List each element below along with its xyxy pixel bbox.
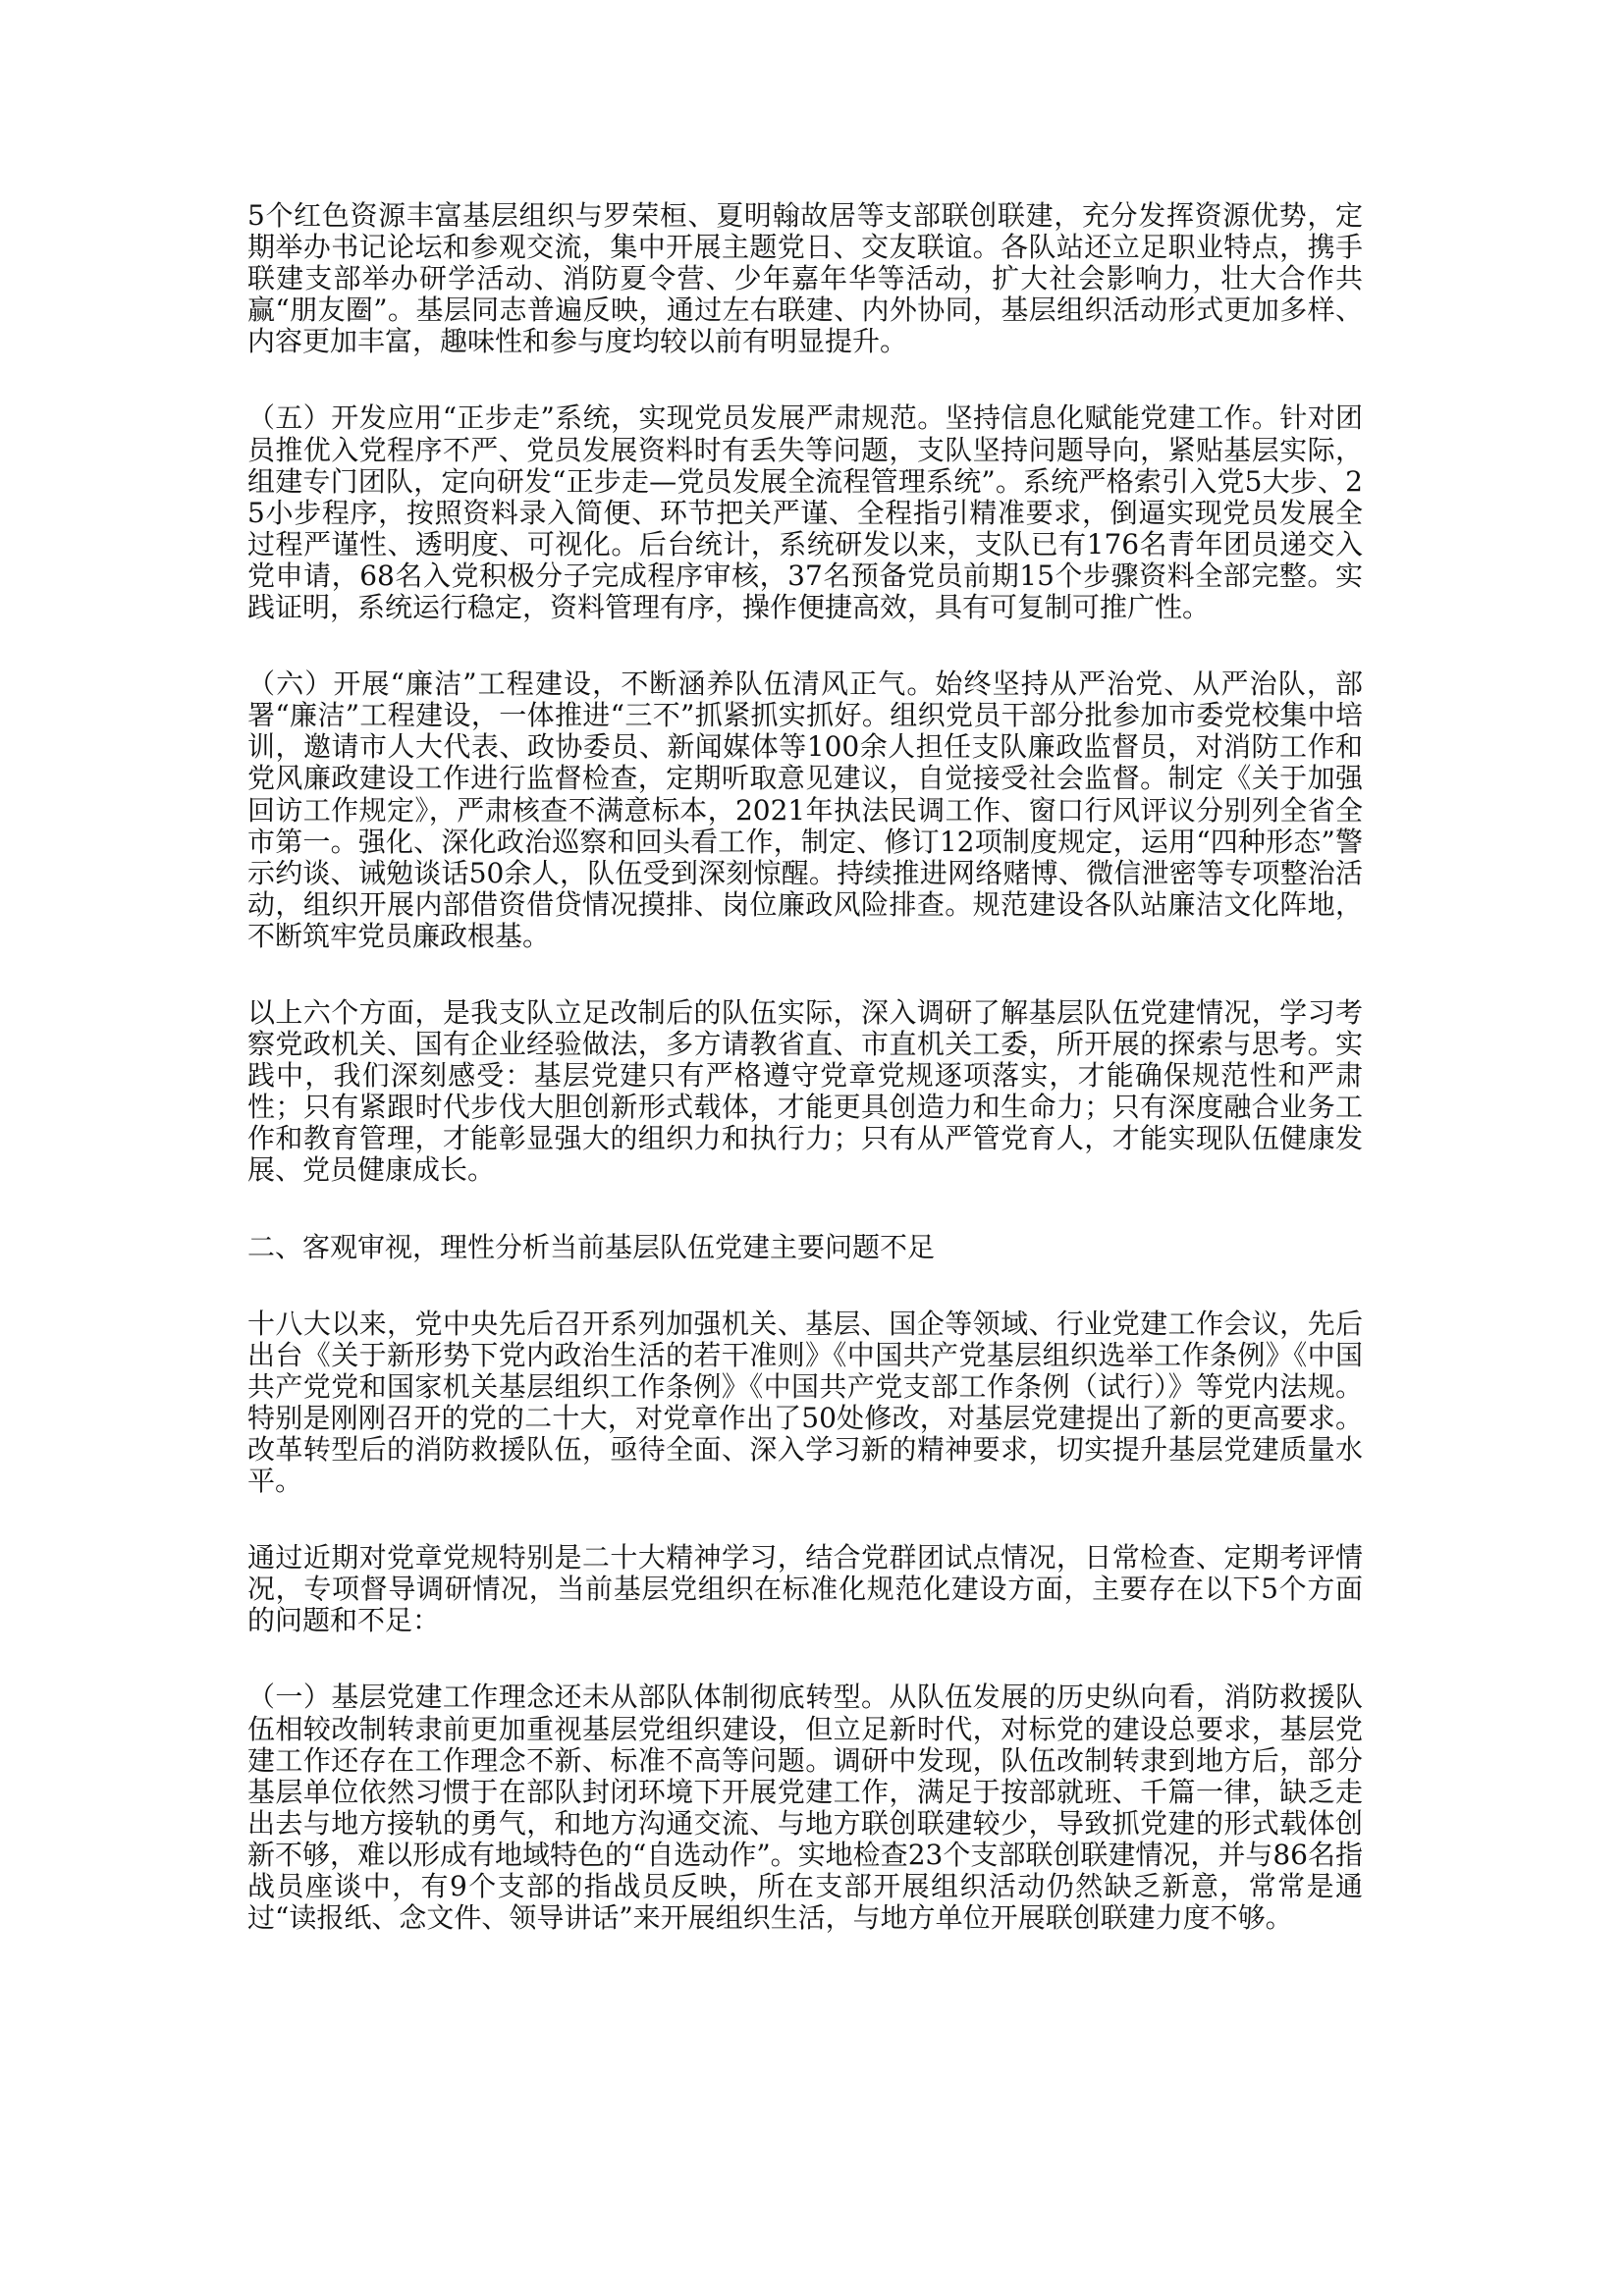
paragraph-item-5-zhengbuzou-system: （五）开发应用“正步走”系统，实现党员发展严肃规范。坚持信息化赋能党建工作。针对团员推优入党程序不严、党员发展资料时有丢失等问题，支队坚持问题导向，紧贴基层实际，组建专门团队，定向研发“正步走—党员发展全流程管理系统”。系统严格索引入党5大步、25小步程序，按照资料录入简便、环节把关严谨、全程指引精准要求，倒逼实现党员发展全过程严谨性、透明度、可视化。后台统计，系统研发以来，支队已有176名青年团员递交入党申请，68名入党积极分子完成程序审核，37名预备党员前期15个步骤资料全部完整。实践证明，系统运行稳定，资料管理有序，操作便捷高效，具有可复制可推广性。 <box>247 401 1363 624</box>
paragraph-problem-1: （一）基层党建工作理念还未从部队体制彻底转型。从队伍发展的历史纵向看，消防救援队伍相较改制转隶前更加重视基层党组织建设，但立足新时代，对标党的建设总要求，基层党建工作还存在工作理念不新、标准不高等问题。调研中发现，队伍改制转隶到地方后，部分基层单位依然习惯于在部队封闭环境下开展党建工作，满足于按部就班、千篇一律，缺乏走出去与地方接轨的勇气，和地方沟通交流、与地方联创联建较少，导致抓党建的形式载体创新不够，难以形成有地域特色的“自选动作”。实地检查23个支部联创联建情况，并与86名指战员座谈中，有9个支部的指战员反映，所在支部开展组织活动仍然缺乏新意，常常是通过“读报纸、念文件、领导讲话”来开展组织生活，与地方单位开展联创联建力度不够。 <box>247 1681 1363 1935</box>
paragraph-item-6-integrity-project: （六）开展“廉洁”工程建设，不断涵养队伍清风正气。始终坚持从严治党、从严治队，部署“廉洁”工程建设，一体推进“三不”抓紧抓实抓好。组织党员干部分批参加市委党校集中培训，邀请市人大代表、政协委员、新闻媒体等100余人担任支队廉政监督员，对消防工作和党风廉政建设工作进行监督检查，定期听取意见建议，自觉接受社会监督。制定《关于加强回访工作规定》，严肃核查不满意标本，2021年执法民调工作、窗口行风评议分别列全省全市第一。强化、深化政治巡察和回头看工作，制定、修订12项制度规定，运用“四种形态”警示约谈、诫勉谈话50余人，队伍受到深刻惊醒。持续推进网络赌博、微信泄密等专项整治活动，组织开展内部借资借贷情况摸排、岗位廉政风险排查。规范建设各队站廉洁文化阵地，不断筑牢党员廉政根基。 <box>247 667 1363 952</box>
paragraph-joint-building: 5个红色资源丰富基层组织与罗荣桓、夏明翰故居等支部联创联建，充分发挥资源优势，定期举办书记论坛和参观交流，集中开展主题党日、交友联谊。各队站还立足职业特点，携手联建支部举办研学活动、消防夏令营、少年嘉年华等活动，扩大社会影响力，壮大合作共赢“朋友圈”。基层同志普遍反映，通过左右联建、内外协同，基层组织活动形式更加多样、内容更加丰富，趣味性和参与度均较以前有明显提升。 <box>247 199 1363 358</box>
paragraph-summary: 以上六个方面，是我支队立足改制后的队伍实际，深入调研了解基层队伍党建情况，学习考察党政机关、国有企业经验做法，多方请教省直、市直机关工委，所开展的探索与思考。实践中，我们深刻感受：基层党建只有严格遵守党章党规逐项落实，才能确保规范性和严肃性；只有紧跟时代步伐大胆创新形式载体，才能更具创造力和生命力；只有深度融合业务工作和教育管理，才能彰显强大的组织力和执行力；只有从严管党育人，才能实现队伍健康发展、党员健康成长。 <box>247 995 1363 1187</box>
paragraph-party-regulations: 十八大以来，党中央先后召开系列加强机关、基层、国企等领域、行业党建工作会议，先后出台《关于新形势下党内政治生活的若干准则》《中国共产党基层组织选举工作条例》《中国共产党党和国家机关基层组织工作条例》《中国共产党支部工作条例（试行）》等党内法规。特别是刚刚召开的党的二十大，对党章作出了50处修改，对基层党建提出了新的更高要求。改革转型后的消防救援队伍，亟待全面、深入学习新的精神要求，切实提升基层党建质量水平。 <box>247 1307 1363 1498</box>
section-heading: 二、客观审视，理性分析当前基层队伍党建主要问题不足 <box>247 1230 936 1263</box>
paragraph-problems-intro: 通过近期对党章党规特别是二十大精神学习，结合党群团试点情况，日常检查、定期考评情况，专项督导调研情况，当前基层党组织在标准化规范化建设方面，主要存在以下5个方面的问题和不足： <box>247 1541 1363 1637</box>
document-page <box>247 200 1363 1979</box>
